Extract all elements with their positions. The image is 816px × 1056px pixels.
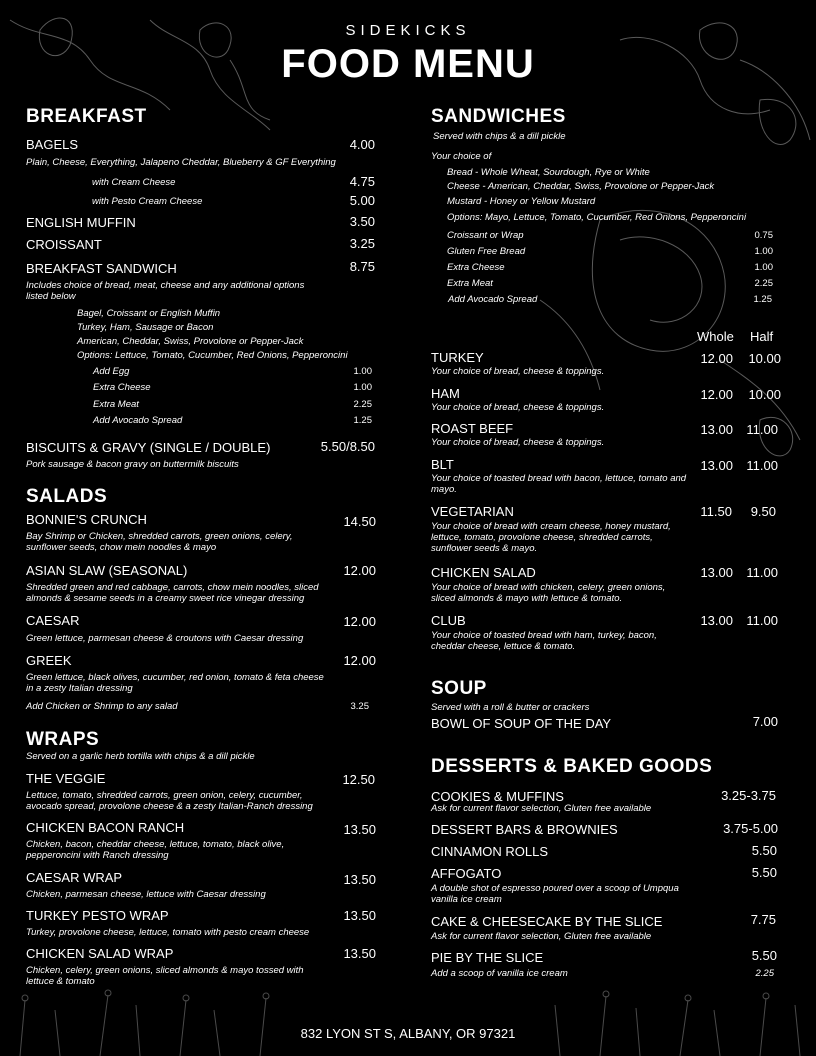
menu-item-name: BISCUITS & GRAVY (SINGLE / DOUBLE)	[26, 440, 271, 455]
option-line: Options: Lettuce, Tomato, Cucumber, Red Onions, Pepperoncini	[77, 350, 348, 361]
addon-name: Extra Cheese	[447, 262, 505, 273]
price-whole: 12.00	[700, 351, 733, 366]
footer-address: 832 LYON ST S, ALBANY, OR 97321	[300, 1026, 516, 1041]
menu-item-description: Pork sausage & bacon gravy on buttermilk biscuits	[26, 459, 239, 470]
menu-item-name: BOWL OF SOUP OF THE DAY	[431, 716, 612, 731]
menu-item-name: with Pesto Cream Cheese	[92, 196, 203, 207]
menu-item-description: Lettuce, tomato, shredded carrots, green onion, celery, cucumber, avocado spread, provolone cheese & a zesty Italian-Ranch dressing	[26, 790, 313, 812]
menu-item-description: A double shot of espresso poured over a scoop of Umpqua vanilla ice cream	[431, 883, 679, 905]
menu-item-name: CAKE & CHEESECAKE BY THE SLICE	[431, 914, 663, 929]
price-half: 11.00	[746, 458, 778, 473]
menu-item-price: 5.50	[751, 843, 777, 858]
menu-item-description: Bay Shrimp or Chicken, shredded carrots, green onions, celery, sunflower seeds, chow mein noodles & mayo	[26, 531, 293, 553]
menu-item-name: COOKIES & MUFFINS	[431, 789, 564, 804]
menu-item-price: 12.00	[343, 563, 376, 578]
menu-item-description: Chicken, celery, green onions, sliced almonds & mayo tossed with lettuce & tomato	[26, 965, 304, 987]
menu-item-description: Turkey, provolone cheese, lettuce, tomato with pesto cream cheese	[26, 927, 310, 938]
addon-name: Extra Meat	[93, 399, 139, 410]
addon-name: Add Egg	[93, 366, 130, 377]
menu-item-name: AFFOGATO	[431, 866, 502, 881]
addon-price: 1.00	[353, 366, 372, 377]
price-half: 11.00	[746, 422, 778, 437]
option-line: Turkey, Ham, Sausage or Bacon	[77, 322, 214, 333]
menu-item-price: 3.25-3.75	[721, 788, 776, 803]
menu-item-description: Chicken, bacon, cheddar cheese, lettuce, tomato, black olive, pepperoncini with Ranch dressing	[26, 839, 285, 861]
menu-item-description: Your choice of bread, cheese & toppings.	[431, 366, 605, 377]
menu-item-description: Ask for current flavor selection, Gluten free available	[431, 803, 652, 814]
menu-item-name: GREEK	[26, 653, 72, 668]
menu-item-name: BAGELS	[26, 137, 79, 152]
addon-price: 0.75	[754, 230, 773, 241]
option-line: American, Cheddar, Swiss, Provolone or Pepper-Jack	[77, 336, 304, 347]
option-line: Bagel, Croissant or English Muffin	[77, 308, 221, 319]
menu-item-price: 5.50/8.50	[320, 439, 375, 454]
menu-item-description: Ask for current flavor selection, Gluten free available	[431, 931, 652, 942]
addon-name: Croissant or Wrap	[447, 230, 524, 241]
addon-name: Extra Meat	[447, 278, 493, 289]
option-line: Options: Mayo, Lettuce, Tomato, Cucumber, Red Onions, Pepperoncini	[447, 212, 747, 223]
addon-price: 2.25	[755, 968, 774, 979]
menu-item-name: PIE BY THE SLICE	[431, 950, 544, 965]
menu-item-description: Shredded green and red cabbage, carrots, chow mein noodles, sliced almonds & sesame seeds in a creamy sweet rice vinegar dressing	[26, 582, 319, 604]
section-subtitle: Served on a garlic herb tortilla with chips & a dill pickle	[26, 751, 255, 762]
addon-price: 1.25	[353, 415, 372, 426]
menu-item-price: 12.00	[343, 614, 376, 629]
menu-item-price: 13.50	[343, 908, 376, 923]
page-title: FOOD MENU	[281, 42, 535, 86]
addon-price: 1.00	[353, 382, 372, 393]
menu-item-name: CLUB	[431, 613, 466, 628]
menu-item-description: Chicken, parmesan cheese, lettuce with Caesar dressing	[26, 889, 266, 900]
menu-item-name: TURKEY	[431, 350, 484, 365]
menu-item-price: 3.75-5.00	[723, 821, 778, 836]
menu-item-description: Green lettuce, black olives, cucumber, red onion, tomato & feta cheese in a zesty Italian dressing	[26, 672, 324, 694]
addon-price: 1.00	[754, 262, 773, 273]
menu-item-price: 12.50	[342, 772, 375, 787]
menu-item-name: BONNIE'S CRUNCH	[26, 512, 147, 527]
menu-item-price: 4.75	[349, 174, 375, 189]
menu-item-name: CINNAMON ROLLS	[431, 844, 549, 859]
menu-item-name: BREAKFAST SANDWICH	[26, 261, 177, 276]
menu-item-name: ROAST BEEF	[431, 421, 514, 436]
price-whole: 13.00	[700, 613, 733, 628]
section-subtitle: Served with chips & a dill pickle	[433, 131, 566, 142]
menu-item-name: THE VEGGIE	[26, 771, 106, 786]
menu-item-name: ASIAN SLAW (SEASONAL)	[26, 563, 188, 578]
menu-item-price: 12.00	[343, 653, 376, 668]
option-line: Cheese - American, Cheddar, Swiss, Provolone or Pepper-Jack	[447, 181, 715, 192]
menu-item-name: CHICKEN SALAD	[431, 565, 536, 580]
breakfast-heading: BREAKFAST	[26, 106, 147, 127]
menu-item-description: Your choice of bread, cheese & toppings.	[431, 402, 605, 413]
menu-item-description: Add a scoop of vanilla ice cream	[431, 968, 568, 979]
column-header-whole: Whole	[697, 329, 734, 344]
menu-item-name: CHICKEN BACON RANCH	[26, 820, 185, 835]
salads-heading: SALADS	[26, 486, 108, 507]
price-half: 10.00	[748, 387, 781, 402]
price-whole: 13.00	[700, 422, 733, 437]
menu-item-price: 5.50	[751, 865, 777, 880]
price-half: 10.00	[748, 351, 781, 366]
menu-item-name: DESSERT BARS & BROWNIES	[431, 822, 618, 837]
menu-item-description: Plain, Cheese, Everything, Jalapeno Cheddar, Blueberry & GF Everything	[26, 157, 336, 168]
addon-name: Add Avocado Spread	[93, 415, 183, 426]
menu-item-price: 5.50	[751, 948, 777, 963]
section-subtitle: Served with a roll & butter or crackers	[431, 702, 590, 713]
menu-item-name: CHICKEN SALAD WRAP	[26, 946, 174, 961]
price-whole: 13.00	[700, 565, 733, 580]
addon-price: 1.25	[753, 294, 772, 305]
addon-name: Extra Cheese	[93, 382, 151, 393]
menu-item-name: with Cream Cheese	[92, 177, 176, 188]
menu-item-name: BLT	[431, 457, 454, 472]
sandwiches-heading: SANDWICHES	[431, 106, 566, 127]
menu-item-price: 13.50	[343, 822, 376, 837]
wraps-heading: WRAPS	[26, 729, 100, 750]
menu-item-name: ENGLISH MUFFIN	[26, 215, 136, 230]
price-half: 11.00	[746, 565, 778, 580]
menu-item-price: 5.00	[349, 193, 375, 208]
restaurant-name: SIDEKICKS	[345, 22, 471, 39]
menu-item-name: TURKEY PESTO WRAP	[26, 908, 169, 923]
menu-item-name: HAM	[431, 386, 460, 401]
price-half: 9.50	[750, 504, 776, 519]
price-half: 11.00	[746, 613, 778, 628]
option-line: Mustard - Honey or Yellow Mustard	[447, 196, 596, 207]
addon-name: Add Chicken or Shrimp to any salad	[26, 701, 178, 712]
option-line: Your choice of	[431, 151, 492, 162]
menu-item-name: CAESAR WRAP	[26, 870, 123, 885]
menu-item-description: Your choice of toasted bread with ham, turkey, bacon, cheddar cheese, lettuce & tomato.	[431, 630, 657, 652]
option-line: Bread - Whole Wheat, Sourdough, Rye or White	[447, 167, 650, 178]
menu-item-name: CROISSANT	[26, 237, 102, 252]
addon-price: 2.25	[353, 399, 372, 410]
menu-item-name: CAESAR	[26, 613, 80, 628]
menu-item-description: Your choice of toasted bread with bacon, lettuce, tomato and mayo.	[431, 473, 687, 495]
price-whole: 13.00	[700, 458, 733, 473]
soup-heading: SOUP	[431, 678, 487, 699]
menu-item-price: 7.75	[750, 912, 776, 927]
addon-name: Add Avocado Spread	[448, 294, 538, 305]
menu-item-price: 3.50	[349, 214, 375, 229]
column-header-half: Half	[750, 329, 774, 344]
menu-item-price: 8.75	[349, 259, 375, 274]
desserts-heading: DESSERTS & BAKED GOODS	[431, 756, 713, 777]
menu-item-description: Includes choice of bread, meat, cheese and any additional options listed below	[26, 280, 305, 302]
menu-item-price: 13.50	[343, 872, 376, 887]
addon-name: Gluten Free Bread	[447, 246, 526, 257]
addon-price: 3.25	[350, 701, 369, 712]
menu-item-description: Your choice of bread with cream cheese, honey mustard, lettuce, tomato, provolone cheese, shredded carrots, sunflower seeds & mayo.	[431, 521, 671, 554]
addon-price: 1.00	[754, 246, 773, 257]
menu-item-price: 14.50	[343, 514, 376, 529]
menu-item-price: 3.25	[349, 236, 375, 251]
menu-item-description: Green lettuce, parmesan cheese & croutons with Caesar dressing	[26, 633, 304, 644]
menu-item-price: 7.00	[752, 714, 778, 729]
menu-item-name: VEGETARIAN	[431, 504, 514, 519]
price-whole: 11.50	[700, 504, 732, 519]
menu-item-price: 13.50	[343, 946, 376, 961]
menu-item-description: Your choice of bread, cheese & toppings.	[431, 437, 605, 448]
menu-item-price: 4.00	[349, 137, 375, 152]
menu-item-description: Your choice of bread with chicken, celery, green onions, sliced almonds & mayo with lettuce & tomato.	[431, 582, 666, 604]
addon-price: 2.25	[754, 278, 773, 289]
price-whole: 12.00	[700, 387, 733, 402]
